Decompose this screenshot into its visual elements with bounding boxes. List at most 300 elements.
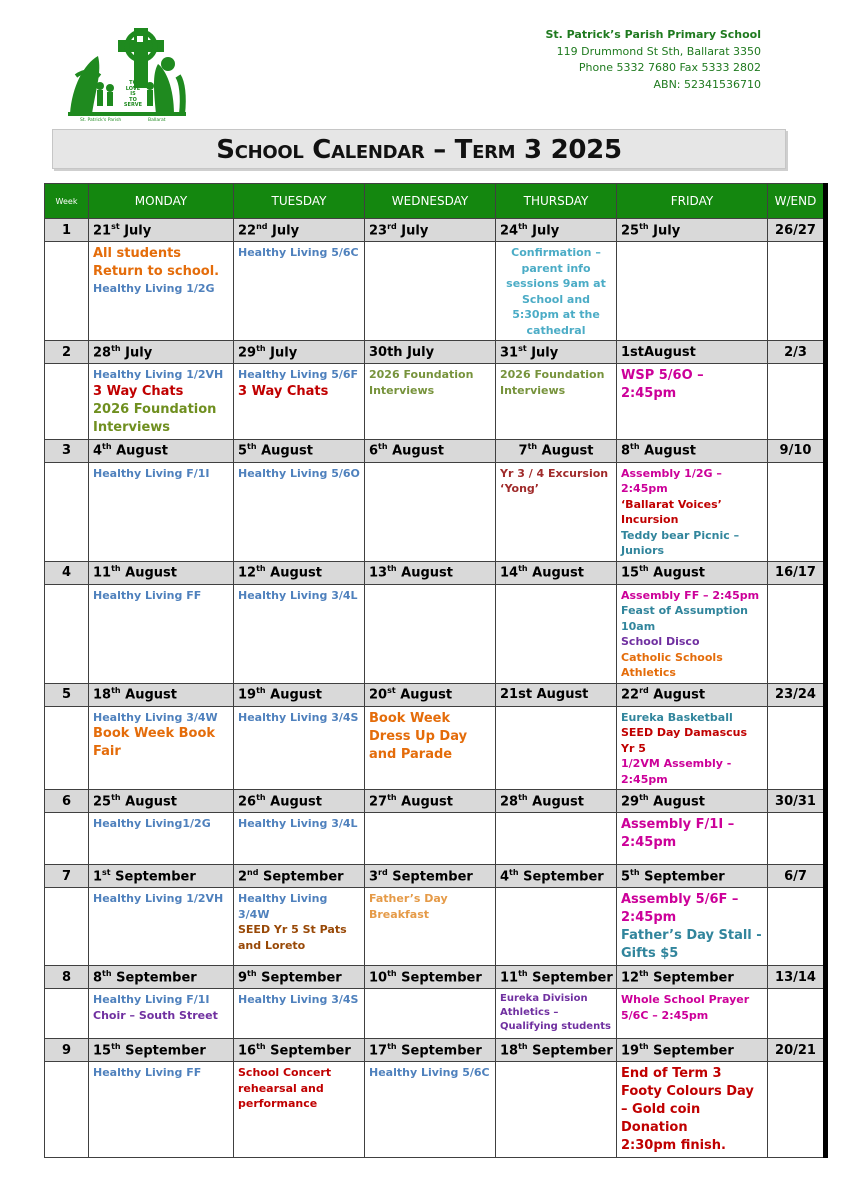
date-day: 8 — [93, 970, 103, 986]
events-cell-wednesday — [365, 989, 496, 1039]
week-number: 1 — [45, 219, 89, 242]
date-month: August — [648, 565, 705, 581]
calendar-event: Healthy Living 3/4S — [238, 993, 359, 1006]
weekend-spacer — [768, 584, 826, 683]
date-ordinal: th — [111, 564, 121, 574]
calendar-event: End of Term 3 — [621, 1066, 722, 1081]
events-cell-friday — [617, 888, 768, 966]
school-phone: Phone 5332 7680 Fax 5333 2802 — [578, 61, 761, 74]
date-ordinal: th — [518, 968, 528, 978]
date-day: 22 — [238, 223, 257, 239]
date-month: August — [111, 443, 168, 459]
calendar-event: Healthy Living 1/2VH — [93, 368, 224, 381]
events-cell-monday — [89, 813, 234, 865]
date-month: August — [387, 443, 444, 459]
logo-motto-line: TO — [129, 96, 137, 103]
school-contact-block — [545, 27, 761, 93]
events-cell-tuesday — [234, 813, 365, 865]
date-day: 2 — [238, 869, 248, 885]
calendar-event: Eureka Division Athletics – Qualifying students — [500, 993, 611, 1032]
calendar-event: Healthy Living 3/4W — [93, 710, 218, 724]
weekend-spacer — [768, 242, 826, 341]
date-day: 13 — [369, 565, 388, 581]
col-header-weekend: W/END — [768, 184, 826, 219]
date-month: July — [267, 223, 300, 239]
date-ordinal: th — [247, 442, 257, 452]
events-cell-wednesday — [365, 1062, 496, 1158]
date-month: September — [518, 869, 604, 885]
date-cell-thursday — [496, 790, 617, 813]
events-cell-thursday — [496, 1062, 617, 1158]
calendar-event: Father’s Day Breakfast — [369, 892, 448, 921]
week-number-spacer — [45, 1062, 89, 1158]
week-number-spacer — [45, 888, 89, 966]
date-month: August — [120, 687, 177, 703]
date-day: 18 — [93, 687, 112, 703]
week-date-row — [45, 966, 826, 989]
events-cell-tuesday — [234, 1062, 365, 1158]
date-ordinal: rd — [378, 867, 388, 877]
week-events-row — [45, 242, 826, 341]
date-month: August — [648, 687, 706, 703]
date-cell-tuesday — [234, 683, 365, 706]
events-cell-wednesday — [365, 888, 496, 966]
date-month: September — [396, 1043, 482, 1059]
calendar-event: Healthy Living 5/6O — [238, 466, 360, 480]
date-day: 6 — [369, 443, 379, 459]
week-number-spacer — [45, 989, 89, 1039]
week-events-row — [45, 1062, 826, 1158]
calendar-event: Healthy Living 5/6F — [238, 368, 359, 381]
date-month: August — [639, 443, 696, 459]
date-month: July — [526, 345, 559, 361]
calendar-event: SEED Yr 5 St Pats and Loreto — [238, 923, 347, 952]
date-month: September — [110, 869, 196, 885]
calendar-event: 1/2VM Assembly - 2:45pm — [621, 757, 732, 786]
date-ordinal: th — [518, 564, 528, 574]
calendar-event: Assembly FF – 2:45pm — [621, 588, 760, 602]
events-cell-thursday — [496, 242, 617, 341]
date-month: September — [265, 1043, 351, 1059]
date-ordinal: rd — [387, 221, 397, 231]
date-cell-tuesday — [234, 341, 365, 364]
date-month: August — [265, 794, 322, 810]
week-date-row — [45, 219, 826, 242]
calendar-event: Footy Colours Day – Gold coin Donation — [621, 1084, 754, 1135]
date-cell-wednesday — [365, 790, 496, 813]
date-day: 10 — [369, 970, 388, 986]
date-day: 4 — [93, 443, 103, 459]
date-ordinal: th — [256, 1041, 266, 1051]
date-cell-monday — [89, 439, 234, 462]
events-cell-monday — [89, 706, 234, 790]
week-events-row — [45, 584, 826, 683]
events-cell-wednesday — [365, 706, 496, 790]
week-date-row — [45, 341, 826, 364]
date-cell-monday — [89, 1039, 234, 1062]
date-month: August — [527, 794, 584, 810]
weekend-spacer — [768, 462, 826, 561]
events-cell-friday — [617, 364, 768, 440]
date-cell-monday — [89, 683, 234, 706]
events-cell-wednesday — [365, 584, 496, 683]
date-cell-wednesday — [365, 966, 496, 989]
date-ordinal: th — [387, 792, 397, 802]
date-cell-thursday — [496, 1039, 617, 1062]
date-day: 22 — [621, 687, 640, 703]
date-ordinal: th — [639, 564, 649, 574]
calendar-event: 3 Way Chats — [93, 383, 184, 399]
calendar-event: Healthy Living 1/2G — [93, 282, 215, 295]
calendar-event: Eureka Basketball — [621, 710, 733, 724]
calendar-event: 2:30pm finish. — [621, 1138, 726, 1153]
date-day: 25 — [93, 794, 112, 810]
events-cell-thursday — [496, 584, 617, 683]
date-ordinal: th — [111, 792, 121, 802]
date-day: 24 — [500, 223, 519, 239]
events-cell-friday — [617, 462, 768, 561]
week-events-row — [45, 364, 826, 440]
date-day: 21 — [93, 223, 112, 239]
date-ordinal: st — [102, 867, 111, 877]
week-events-row — [45, 888, 826, 966]
events-cell-tuesday — [234, 706, 365, 790]
calendar-event: 3 Way Chats — [238, 383, 329, 399]
date-month: August — [648, 794, 705, 810]
calendar-event: WSP 5/6O – 2:45pm — [621, 368, 704, 401]
logo-motto-line: LOVE — [125, 85, 141, 92]
col-header-thursday: THURSDAY — [496, 184, 617, 219]
date-ordinal: st — [111, 221, 120, 231]
date-day: 26 — [238, 794, 257, 810]
weekend-dates: 23/24 — [768, 683, 826, 706]
week-number-spacer — [45, 706, 89, 790]
week-number-spacer — [45, 364, 89, 440]
weekend-spacer — [768, 813, 826, 865]
events-cell-wednesday — [365, 242, 496, 341]
week-events-row — [45, 813, 826, 865]
date-ordinal: th — [111, 686, 121, 696]
calendar-event: Feast of Assumption 10am — [621, 604, 748, 633]
date-ordinal: th — [256, 792, 266, 802]
events-cell-tuesday — [234, 242, 365, 341]
date-day: 23 — [369, 223, 388, 239]
date-cell-friday — [617, 966, 768, 989]
date-cell-friday — [617, 439, 768, 462]
date-month: August — [395, 687, 453, 703]
calendar-event: Whole School Prayer 5/6C – 2:45pm — [621, 993, 750, 1022]
date-month: September — [648, 1043, 734, 1059]
date-cell-monday — [89, 219, 234, 242]
date-ordinal: th — [630, 867, 640, 877]
calendar-event: ‘Ballarat Voices’ Incursion — [621, 497, 722, 526]
calendar-event: SEED Day Damascus Yr 5 — [621, 726, 748, 755]
calendar-body — [45, 219, 826, 1158]
events-cell-monday — [89, 989, 234, 1039]
date-ordinal: th — [102, 968, 112, 978]
events-cell-tuesday — [234, 462, 365, 561]
date-month: August — [120, 565, 177, 581]
week-date-row — [45, 561, 826, 584]
date-cell-tuesday — [234, 966, 365, 989]
date-ordinal: th — [378, 442, 388, 452]
date-day: 19 — [621, 1043, 640, 1059]
term-calendar-table — [44, 183, 828, 1158]
date-ordinal: st — [387, 686, 396, 696]
date-month: July — [120, 345, 153, 361]
date-day: 27 — [369, 794, 388, 810]
col-header-tuesday: TUESDAY — [234, 184, 365, 219]
events-cell-friday — [617, 989, 768, 1039]
weekend-dates: 2/3 — [768, 341, 826, 364]
date-day: 31 — [500, 345, 519, 361]
page-title: School Calendar – Term 3 2025 — [216, 135, 622, 165]
date-cell-friday — [617, 683, 768, 706]
events-cell-monday — [89, 462, 234, 561]
date-day: 1 — [93, 869, 103, 885]
date-cell-monday — [89, 561, 234, 584]
date-cell-friday — [617, 790, 768, 813]
events-cell-thursday — [496, 462, 617, 561]
weekend-dates: 9/10 — [768, 439, 826, 462]
week-number: 6 — [45, 790, 89, 813]
date-day: 18 — [500, 1043, 519, 1059]
date-day: 3 — [369, 869, 379, 885]
date-cell-thursday — [496, 966, 617, 989]
events-cell-wednesday — [365, 364, 496, 440]
date-cell-tuesday — [234, 561, 365, 584]
events-cell-thursday — [496, 364, 617, 440]
date-month: September — [648, 970, 734, 986]
school-logo — [62, 26, 192, 126]
events-cell-thursday — [496, 888, 617, 966]
events-cell-tuesday — [234, 364, 365, 440]
date-ordinal: th — [518, 1041, 528, 1051]
date-month: September — [527, 1043, 613, 1059]
events-cell-thursday — [496, 989, 617, 1039]
events-cell-thursday — [496, 813, 617, 865]
date-day: 29 — [238, 345, 257, 361]
date-day: 16 — [238, 1043, 257, 1059]
week-number-spacer — [45, 242, 89, 341]
school-address: 119 Drummond St Sth, Ballarat 3350 — [556, 44, 761, 58]
week-number: 4 — [45, 561, 89, 584]
date-ordinal: th — [111, 1041, 121, 1051]
date-day: 28 — [93, 345, 112, 361]
date-cell-wednesday — [365, 341, 496, 364]
date-month: August — [396, 794, 453, 810]
date-month: August — [120, 794, 177, 810]
date-day: 7 — [518, 443, 528, 459]
calendar-event: Confirmation – parent info sessions 9am at School and 5:30pm at the cathedral — [506, 246, 606, 337]
date-ordinal: nd — [247, 867, 259, 877]
date-day: 12 — [238, 565, 257, 581]
events-cell-tuesday — [234, 888, 365, 966]
week-number-spacer — [45, 813, 89, 865]
date-cell-monday — [89, 341, 234, 364]
calendar-event: School Concert rehearsal and performance — [238, 1066, 332, 1110]
date-day: 30th July — [369, 344, 435, 360]
date-ordinal: th — [111, 343, 121, 353]
date-month: August — [265, 565, 322, 581]
date-cell-tuesday — [234, 1039, 365, 1062]
calendar-event: Choir – South Street — [93, 1008, 218, 1022]
events-cell-friday — [617, 242, 768, 341]
week-number: 5 — [45, 683, 89, 706]
col-header-monday: MONDAY — [89, 184, 234, 219]
calendar-event: Book Week Dress Up Day and Parade — [369, 710, 468, 762]
date-cell-friday — [617, 865, 768, 888]
calendar-event: Teddy bear Picnic – Juniors — [621, 528, 740, 557]
date-day: 11 — [500, 970, 519, 986]
header-row — [45, 184, 826, 219]
date-ordinal: th — [630, 442, 640, 452]
week-number: 3 — [45, 439, 89, 462]
weekend-spacer — [768, 364, 826, 440]
date-cell-friday — [617, 341, 768, 364]
calendar-event: Healthy Living 3/4S — [238, 710, 359, 724]
events-cell-friday — [617, 706, 768, 790]
calendar-event: 2026 Foundation Interviews — [93, 401, 217, 435]
week-date-row — [45, 683, 826, 706]
date-cell-wednesday — [365, 1039, 496, 1062]
title-banner — [52, 129, 786, 169]
date-day: 29 — [621, 794, 640, 810]
calendar-event: Healthy Living FF — [93, 588, 202, 602]
calendar-event: All students Return to school. — [93, 246, 220, 279]
logo-caption-right: Ballarat — [148, 118, 166, 123]
date-day: 28 — [500, 794, 519, 810]
calendar-event: Assembly F/1I – 2:45pm — [621, 817, 735, 850]
date-cell-thursday — [496, 561, 617, 584]
events-cell-monday — [89, 888, 234, 966]
date-month: September — [396, 970, 482, 986]
week-number: 7 — [45, 865, 89, 888]
calendar-event: Book Week Book Fair — [93, 726, 216, 759]
date-ordinal: th — [256, 564, 266, 574]
date-cell-monday — [89, 790, 234, 813]
school-abn: ABN: 52341536710 — [653, 77, 761, 91]
weekend-spacer — [768, 888, 826, 966]
date-day: 17 — [369, 1043, 388, 1059]
date-cell-friday — [617, 561, 768, 584]
date-ordinal: th — [102, 442, 112, 452]
calendar-event: Healthy Living F/1I — [93, 466, 210, 480]
date-cell-tuesday — [234, 439, 365, 462]
week-events-row — [45, 462, 826, 561]
week-number: 2 — [45, 341, 89, 364]
calendar-event: Healthy Living F/1I — [93, 993, 210, 1006]
calendar-event: Assembly 1/2G – 2:45pm — [621, 466, 722, 495]
date-day: 15 — [621, 565, 640, 581]
date-month: September — [111, 970, 197, 986]
calendar-event: Healthy Living 5/6C — [238, 246, 359, 259]
week-date-row — [45, 790, 826, 813]
date-ordinal: th — [509, 867, 519, 877]
date-ordinal: th — [256, 686, 266, 696]
weekend-spacer — [768, 989, 826, 1039]
logo-motto — [118, 81, 148, 109]
calendar-event: Father’s Day Stall - Gifts $5 — [621, 928, 762, 961]
events-cell-thursday — [496, 706, 617, 790]
weekend-dates: 16/17 — [768, 561, 826, 584]
date-day: 25 — [621, 223, 640, 239]
weekend-spacer — [768, 1062, 826, 1158]
date-cell-thursday — [496, 341, 617, 364]
logo-motto-line: TO — [129, 80, 137, 86]
calendar-event: School Disco — [621, 635, 700, 648]
week-date-row — [45, 865, 826, 888]
events-cell-friday — [617, 584, 768, 683]
weekend-dates: 30/31 — [768, 790, 826, 813]
date-cell-monday — [89, 966, 234, 989]
date-cell-wednesday — [365, 439, 496, 462]
events-cell-monday — [89, 584, 234, 683]
date-ordinal: st — [518, 343, 527, 353]
calendar-event: Assembly 5/6F – 2:45pm — [621, 892, 739, 925]
date-month: August — [265, 687, 322, 703]
date-day: 5 — [621, 869, 631, 885]
date-day: 9 — [238, 970, 248, 986]
date-month: August — [537, 443, 594, 459]
date-month: July — [527, 223, 560, 239]
date-cell-thursday — [496, 683, 617, 706]
date-month: September — [256, 970, 342, 986]
date-cell-wednesday — [365, 219, 496, 242]
weekend-dates: 26/27 — [768, 219, 826, 242]
date-ordinal: th — [639, 221, 649, 231]
events-cell-friday — [617, 1062, 768, 1158]
date-ordinal: th — [518, 792, 528, 802]
events-cell-monday — [89, 242, 234, 341]
date-cell-wednesday — [365, 683, 496, 706]
week-date-row — [45, 1039, 826, 1062]
date-day: 8 — [621, 443, 631, 459]
date-month: August — [527, 565, 584, 581]
date-ordinal: th — [639, 968, 649, 978]
date-ordinal: th — [387, 1041, 397, 1051]
weekend-dates: 13/14 — [768, 966, 826, 989]
date-month: September — [387, 869, 473, 885]
date-cell-wednesday — [365, 865, 496, 888]
date-day: 5 — [238, 443, 248, 459]
events-cell-friday — [617, 813, 768, 865]
date-month: September — [527, 970, 613, 986]
school-logo-graphic — [62, 26, 192, 126]
week-events-row — [45, 706, 826, 790]
events-cell-tuesday — [234, 989, 365, 1039]
calendar-event: 2026 Foundation Interviews — [500, 368, 605, 397]
events-cell-tuesday — [234, 584, 365, 683]
events-cell-wednesday — [365, 813, 496, 865]
date-month: July — [265, 345, 298, 361]
date-month: July — [648, 223, 681, 239]
date-month: September — [120, 1043, 206, 1059]
date-day: 14 — [500, 565, 519, 581]
weekend-spacer — [768, 706, 826, 790]
logo-caption-left: St. Patrick's Parish — [80, 118, 122, 123]
date-ordinal: th — [527, 442, 538, 452]
date-day: 4 — [500, 869, 510, 885]
date-day: 20 — [369, 687, 388, 703]
date-cell-thursday — [496, 219, 617, 242]
col-header-week: Week — [45, 184, 89, 219]
date-cell-tuesday — [234, 865, 365, 888]
date-ordinal: th — [387, 564, 397, 574]
date-cell-thursday — [496, 439, 617, 462]
date-cell-tuesday — [234, 219, 365, 242]
date-month: August — [396, 565, 453, 581]
